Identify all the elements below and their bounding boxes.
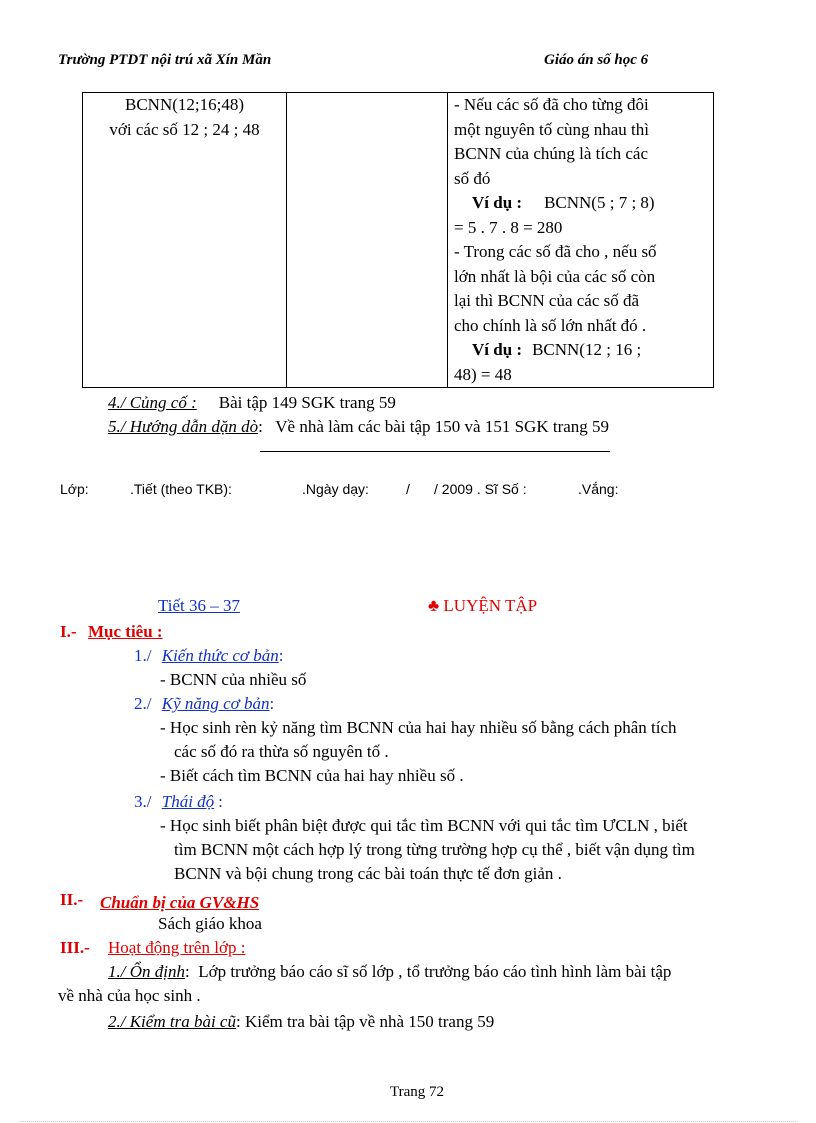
section-1-num: I.- [60, 622, 77, 641]
section-3-heading: Hoạt động trên lớp : [108, 938, 246, 957]
list-item: BCNN và bội chung trong các bài toán thực tế đơn giản . [174, 864, 562, 883]
example-line [454, 338, 713, 363]
ky-nang-label: Kỹ năng cơ bản [161, 694, 270, 713]
on-dinh-cont: về nhà của học sinh . [58, 986, 201, 1005]
section-2-text: Sách giáo khoa [158, 914, 262, 933]
example-line [454, 191, 713, 216]
table-col3-line: - Trong các số đã cho , nếu số [454, 242, 657, 261]
table-col3-line: một nguyên tố cùng nhau thì [454, 119, 650, 139]
list-item: - Học sinh rèn kỷ năng tìm BCNN của hai hay nhiều số bằng cách phân tích [160, 718, 677, 737]
section-3-num: III.- [60, 938, 90, 957]
list-item: - BCNN của nhiều số [160, 670, 307, 689]
table-col3-line: = 5 . 7 . 8 = 280 [454, 217, 563, 237]
table-col1-line: với các số 12 ; 24 ; 48 [109, 119, 260, 139]
table-col3-line: - Nếu các số đã cho từng đôi [454, 95, 649, 114]
content-table [82, 92, 714, 388]
lesson-title: LUYỆN TẬP [443, 596, 538, 615]
kiem-tra-label: 2./ Kiểm tra bài cũ [108, 1012, 236, 1031]
date-slash: / [406, 481, 410, 497]
huong-dan-row [108, 417, 609, 437]
header-subject: Giáo án số học 6 [544, 52, 649, 68]
kiem-tra-row [108, 1012, 494, 1032]
kien-thuc-label: Kiến thức cơ bản [161, 646, 279, 665]
on-dinh-text: : Lớp trưởng báo cáo sĩ số lớp , tổ trưởng báo cáo tình hình làm bài tập [184, 962, 672, 981]
section-1-heading: Mục tiêu : [88, 622, 163, 641]
period-label: .Tiết (theo TKB): [130, 481, 232, 497]
table-col3-line: cho chính là số lớn nhất đó . [454, 315, 647, 335]
thai-do-num: 3./ [134, 792, 152, 811]
huong-dan-label: 5./ Hướng dẫn dặn dò [108, 417, 259, 436]
kien-thuc-num: 1./ [134, 646, 152, 665]
list-item: các số đó ra thừa số nguyên tố . [174, 742, 389, 761]
section-2-num: II.- [60, 890, 84, 909]
page-bottom-border [20, 1121, 796, 1122]
table-col3 [448, 93, 714, 388]
table-col1-line: BCNN(12;16;48) [125, 95, 244, 114]
table-col3-line: lớn nhất là bội của các số còn [454, 266, 656, 286]
table-col2 [287, 93, 448, 388]
ky-nang-colon: : [269, 694, 275, 713]
separator-line [260, 451, 610, 452]
table-col3-line: lại thì BCNN của các số đã [454, 291, 640, 310]
on-dinh-label: 1./ Ổn định [108, 962, 185, 981]
ky-nang-row [134, 694, 274, 714]
thai-do-colon: : [218, 792, 223, 811]
example-text: BCNN(5 ; 7 ; 8) [544, 193, 655, 212]
cung-co-row [108, 393, 396, 413]
header-school: Trường PTDT nội trú xã Xín Mần [58, 52, 272, 68]
cung-co-text: Bài tập 149 SGK trang 59 [218, 393, 396, 412]
kien-thuc-colon: : [278, 646, 284, 665]
lesson-period: Tiết 36 – 37 [158, 596, 241, 615]
table-col3-line: số đó [454, 168, 491, 188]
table-col3-line: 48) = 48 [454, 364, 512, 384]
cung-co-label: 4./ Củng cố : [108, 393, 197, 412]
example-label: Ví dụ : [472, 340, 523, 359]
absent-label: .Vắng: [578, 481, 619, 497]
table-col3-line: BCNN của chúng là tích các [454, 144, 649, 163]
year-attendance-label: / 2009 . Sĩ Số : [434, 481, 527, 497]
list-item: - Học sinh biết phân biệt được qui tắc tìm BCNN với qui tắc tìm ƯCLN , biết [160, 816, 688, 835]
date-label: .Ngày dạy: [302, 481, 369, 497]
club-icon: ♣ [428, 596, 440, 615]
lesson-title-row [428, 596, 537, 616]
on-dinh-row [108, 962, 671, 982]
section-2-heading: Chuẩn bị của GV&HS [100, 893, 260, 912]
example-text: BCNN(12 ; 16 ; [532, 340, 642, 359]
huong-dan-text: : Về nhà làm các bài tập 150 và 151 SGK trang 59 [258, 417, 610, 436]
kien-thuc-row [134, 646, 284, 666]
thai-do-row [134, 792, 223, 812]
table-col1 [83, 93, 287, 388]
example-label: Ví dụ : [472, 193, 523, 212]
class-label: Lớp: [60, 481, 89, 497]
list-item: - Biết cách tìm BCNN của hai hay nhiều số . [160, 766, 464, 785]
ky-nang-num: 2./ [134, 694, 152, 713]
thai-do-label: Thái độ [161, 792, 215, 811]
kiem-tra-text: : Kiểm tra bài tập về nhà 150 trang 59 [235, 1012, 495, 1031]
page-number: Trang 72 [390, 1084, 445, 1100]
list-item: tìm BCNN một cách hợp lý trong từng trường hợp cụ thể , biết vận dụng tìm [174, 840, 695, 859]
